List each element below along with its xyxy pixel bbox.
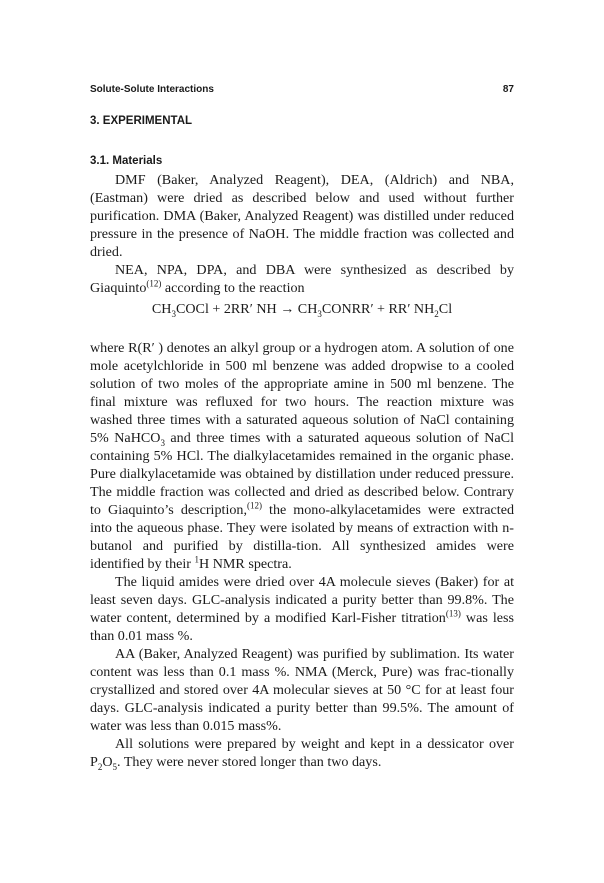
paragraph-4-text-a: The liquid amides were dried over 4A molecule sieves (Baker) for at least seven days. GLC-analysis indicated a purity better than 99.8%. The water content, determined by a modified Karl-Fisher titration bbox=[90, 574, 514, 626]
paragraph-6 bbox=[90, 735, 514, 771]
paragraph-2-text-b: according to the reaction bbox=[161, 280, 305, 296]
citation-12: (12) bbox=[146, 278, 162, 289]
page-number: 87 bbox=[502, 84, 514, 95]
paragraph-6-text-a: All solutions were prepared by weight and kept in a dessicator over P bbox=[90, 736, 514, 770]
paragraph-3-text-b: and three times with a saturated aqueous solution of NaCl containing 5% HCl. The dialkylacetamides remained in the organic phase. Pure dialkylacetamide was obtained by distillation under reduced pressure. The middle fraction was collected and dried as described below. Contrary to Giaquinto’s description, bbox=[90, 430, 514, 518]
paragraph-6-sub-1: 2 bbox=[97, 761, 103, 772]
paragraph-6-text-b: O bbox=[102, 754, 113, 770]
subsection-title: 3.1. Materials bbox=[90, 155, 163, 167]
paragraph-3-sub: 3 bbox=[160, 437, 165, 448]
running-head: Solute-Solute Interactions bbox=[90, 84, 214, 95]
paragraph-1: DMF (Baker, Analyzed Reagent), DEA, (Aldrich) and NBA, (Eastman) were dried as described below and used without further purification. DMA (Baker, Analyzed Reagent) was distilled under reduced pressure in the presence of NaOH. The middle fraction was collected and dried. bbox=[90, 172, 514, 260]
paragraph-6-sub-2: 5 bbox=[112, 761, 118, 772]
body-block-1 bbox=[90, 171, 514, 297]
paragraph-5: AA (Baker, Analyzed Reagent) was purified by sublimation. Its water content was less than 0.1 mass %. NMA (Merck, Pure) was frac-tionally crystallized and stored over 4A molecular sieves at 50 °C for at least four days. GLC-analysis indicated a purity better than 99.5%. The amount of water was less than 0.015 mass%. bbox=[90, 646, 514, 734]
paragraph-2 bbox=[90, 261, 514, 297]
paragraph-6-text-c: . They were never stored longer than two days. bbox=[117, 754, 382, 770]
paragraph-4-text-b: was less than 0.01 mass %. bbox=[90, 610, 515, 644]
equation-sub-1: 3 bbox=[171, 308, 176, 319]
paragraph-3-sup: 1 bbox=[194, 554, 199, 565]
equation-sub-2: 3 bbox=[317, 308, 322, 319]
paragraph-4 bbox=[90, 573, 514, 645]
citation-12-second: (12) bbox=[246, 500, 262, 511]
paragraph-3-text-a: where R(R′ ) denotes an alkyl group or a hydrogen atom. A solution of one mole acetylchloride in 500 ml benzene was added dropwise to a cooled solution of two moles of the appropriate amine in 500 ml benzene. The final mixture was refluxed for two hours. The reaction mixture was washed three times with a saturated aqueous solution of NaCl containing 5% NaHCO bbox=[90, 340, 514, 446]
paragraph-3-text-d: H NMR spectra. bbox=[199, 556, 292, 572]
paragraph-2-text-a: NEA, NPA, DPA, and DBA were synthesized as described by Giaquinto bbox=[90, 262, 514, 296]
paragraph-3-text-c: the mono-alkylacetamides were extracted into the aqueous phase. They were isolated by means of extraction with n-butanol and purified by distilla-tion. All synthesized amides were identified by their bbox=[90, 502, 514, 572]
equation-part-d: Cl bbox=[438, 301, 453, 317]
equation-sub-3: 2 bbox=[434, 308, 439, 319]
body-block-2 bbox=[90, 339, 514, 771]
equation-part-a: CH bbox=[151, 301, 172, 317]
equation-part-b: COCl + 2RR′ NH → CH bbox=[175, 301, 318, 317]
paragraph-3 bbox=[90, 339, 514, 573]
reaction-equation bbox=[90, 301, 514, 318]
page-header bbox=[90, 84, 514, 100]
equation-part-c: CONRR′ + RR′ NH bbox=[321, 301, 435, 317]
citation-13: (13) bbox=[445, 608, 461, 619]
section-title: 3. EXPERIMENTAL bbox=[90, 115, 193, 127]
